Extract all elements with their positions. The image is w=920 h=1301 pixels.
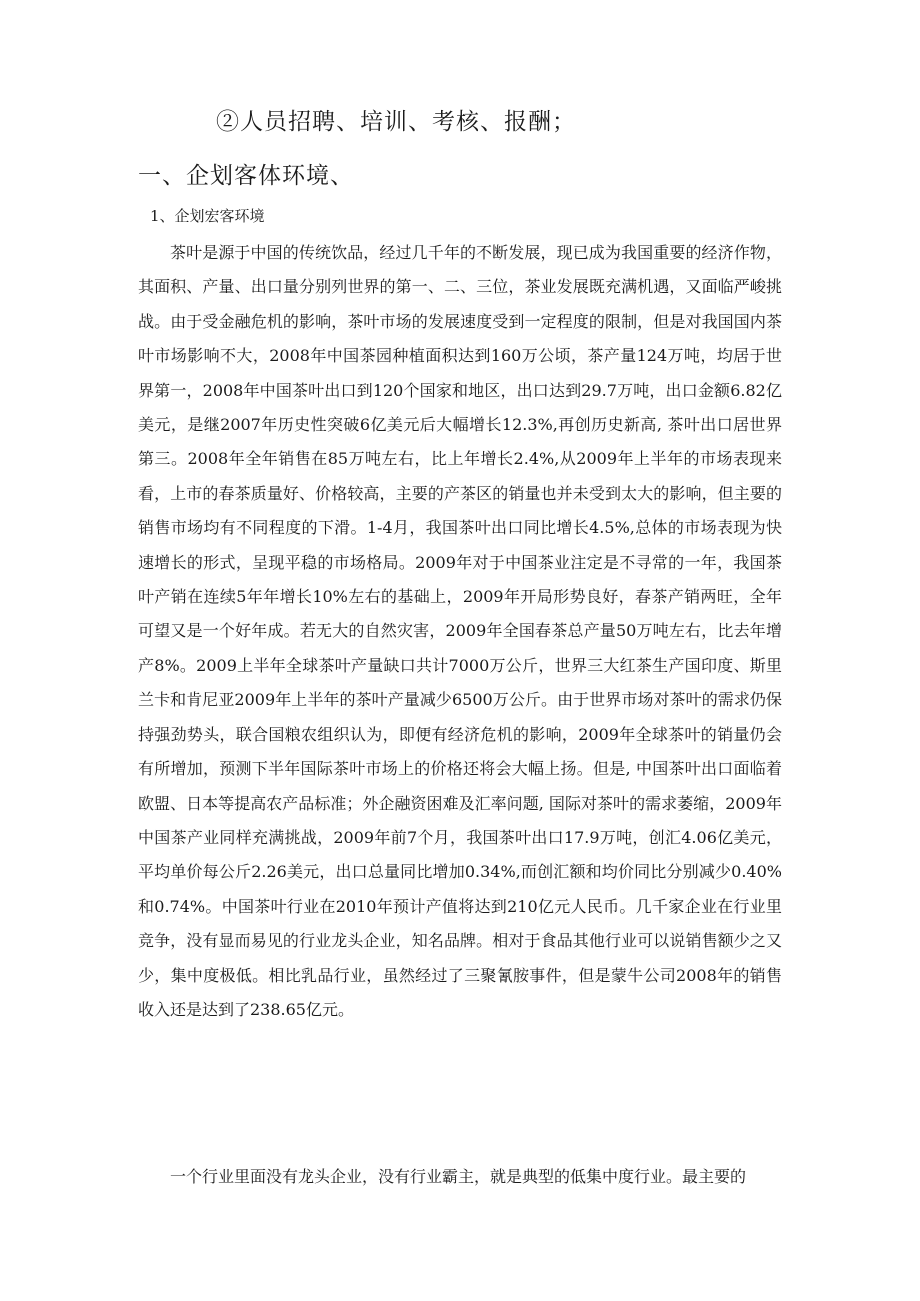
body-paragraph: 一个行业里面没有龙头企业，没有行业霸主，就是典型的低集中度行业。最主要的 [170, 1167, 747, 1186]
body-paragraph: 茶叶是源于中国的传统饮品，经过几千年的不断发展，现已成为我国重要的经济作物，其面积、产量、出口量分别列世界的第一、二、三位，茶业发展既充满机遇，又面临严峻挑战。由于受金融危机的影响，茶叶市场的发展速度受到一定程度的限制，但是对我国国内茶叶市场影响不大，2008年中国茶园种植面积达到160万公顷，茶产量124万吨，均居于世界第一，2008年中国茶叶出口到120个国家和地区，出口达到29.7万吨，出口金额6.82亿美元，是继2007年历史性突破6亿美元后大幅增长12.3%,再创历史新高, 茶叶出口居世界第三。2008年全年销售在85万吨左右，比上年增长2.4%,从2009年上半年的市场表现来看，上市的春茶质量好、价格较高，主要的产茶区的销量也并未受到太大的影响，但主要的销售市场均有不同程度的下滑。1-4月，我国茶叶出口同比增长4.5%,总体的市场表现为快速增长的形式，呈现平稳的市场格局。2009年对于中国茶业注定是不寻常的一年，我国茶叶产销在连续5年年增长10%左右的基础上，2009年开局形势良好，春茶产销两旺，全年可望又是一个好年成。若无大的自然灾害，2009年全国春茶总产量50万吨左右，比去年增产8%。2009上半年全球茶叶产量缺口共计7000万公斤，世界三大红茶生产国印度、斯里兰卡和肯尼亚2009年上半年的茶叶产量减少6500万公斤。由于世界市场对茶叶的需求仍保持强劲势头，联合国粮农组织认为，即便有经济危机的影响，2009年全球茶叶的销量仍会有所增加，预测下半年国际茶叶市场上的价格还将会大幅上扬。但是, 中国茶叶出口面临着欧盟、日本等提高农产品标准；外企融资困难及汇率问题, 国际对茶叶的需求萎缩，2009年中国茶产业同样充满挑战，2009年前7个月，我国茶叶出口17.9万吨，创汇4.06亿美元，平均单价每公斤2.26美元，出口总量同比增加0.34%,而创汇额和均价同比分别减少0.40%和0.74%。中国茶叶行业在2010年预计产值将达到210亿元人民币。几千家企业在行业里竞争，没有显而易见的行业龙头企业，知名品牌。相对于食品其他行业可以说销售额少之又少，集中度极低。相比乳品行业，虽然经过了三聚氰胺事件，但是蒙牛公司2008年的销售收入还是达到了238.65亿元。 [138, 243, 782, 1019]
section-title: 一、企划客体环境、 [138, 163, 354, 189]
item-heading: ②人员招聘、培训、考核、报酬； [216, 109, 576, 135]
subsection-title: 1、企划宏客环境 [150, 207, 265, 225]
